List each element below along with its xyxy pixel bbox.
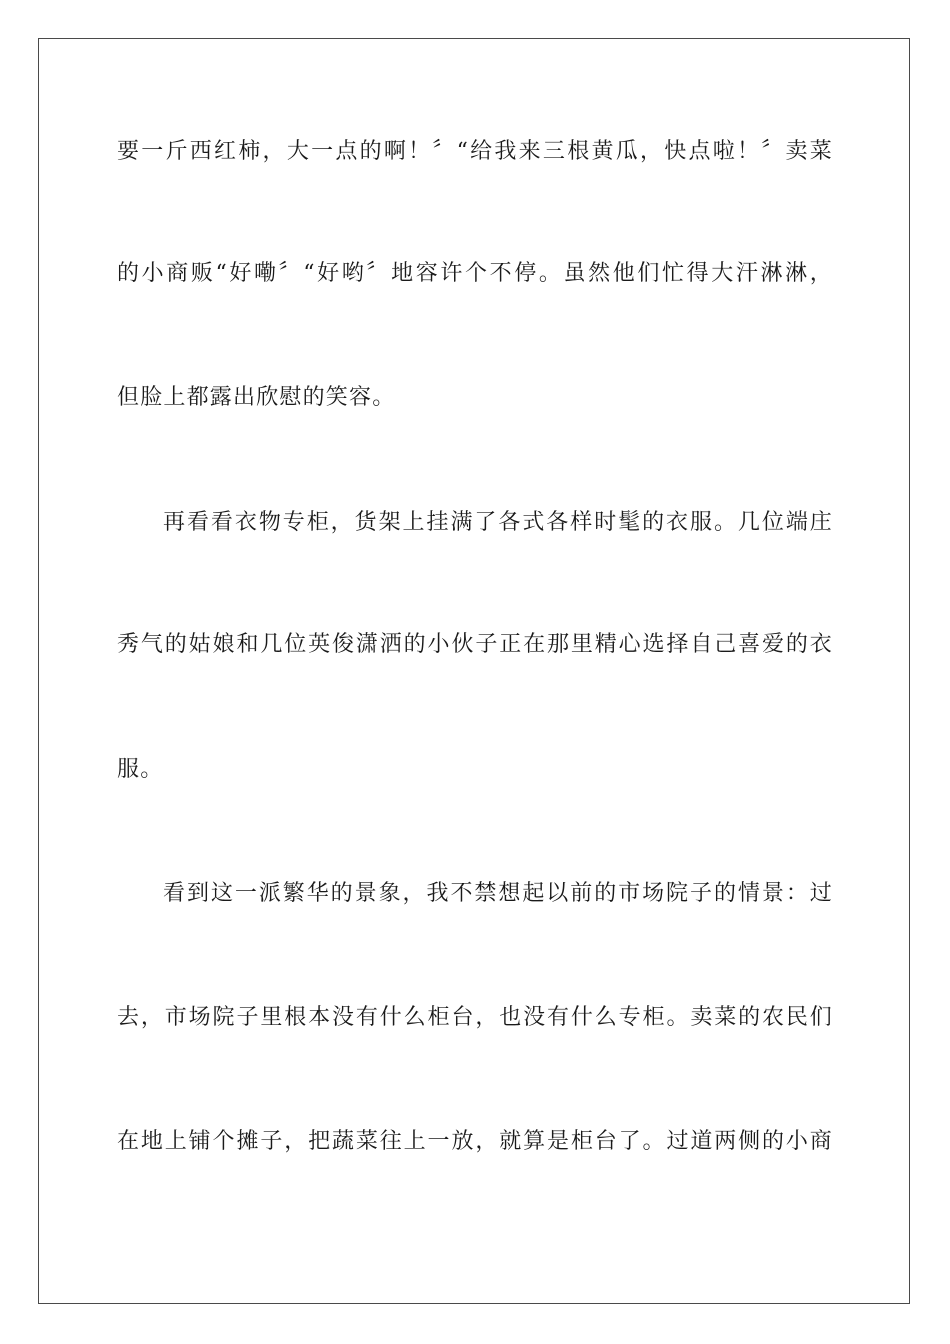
text-line: 要一斤西红柿，大一点的啊！〞“给我来三根黄瓜，快点啦！〞卖菜 <box>117 139 833 164</box>
text-line: 但脸上都露出欣慰的笑容。 <box>117 385 396 410</box>
text-line: 去，市场院子里根本没有什么柜台，也没有什么专柜。卖菜的农民们 <box>117 1005 833 1030</box>
text-line: 在地上铺个摊子，把蔬菜往上一放，就算是柜台了。过道两侧的小商 <box>117 1129 833 1154</box>
paragraph-first-line: 看到这一派繁华的景象，我不禁想起以前的市场院子的情景：过 <box>163 881 833 906</box>
paragraph-first-line: 再看看衣物专柜，货架上挂满了各式各样时髦的衣服。几位端庄 <box>163 510 833 535</box>
text-line: 秀气的姑娘和几位英俊潇洒的小伙子正在那里精心选择自己喜爱的衣 <box>117 632 833 657</box>
text-line: 服。 <box>117 757 164 782</box>
text-line: 的小商贩“好嘞〞“好哟〞地容许个不停。虽然他们忙得大汗淋淋， <box>117 261 833 286</box>
page-border <box>38 38 910 1304</box>
